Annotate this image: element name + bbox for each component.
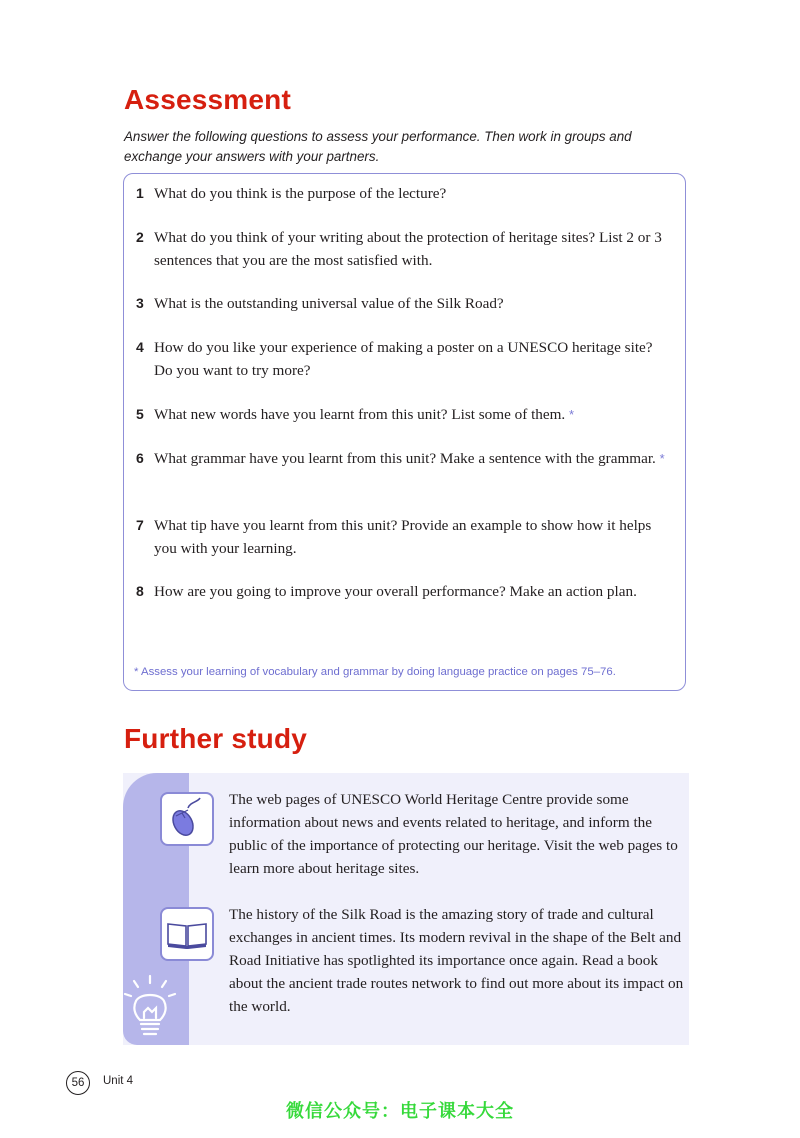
asterisk-mark: * [569, 407, 575, 422]
question-number: 4 [136, 339, 144, 355]
watermark-text: 微信公众号：电子课本大全 [286, 1101, 514, 1122]
question-item [136, 447, 672, 470]
question-item [136, 226, 672, 272]
question-item [136, 403, 672, 426]
further-study-heading: Further study [124, 723, 308, 754]
asterisk-mark: * [659, 451, 665, 466]
assessment-heading: Assessment [124, 84, 291, 115]
computer-mouse-icon [160, 792, 214, 846]
question-text: What do you think is the purpose of the lecture? [154, 185, 447, 202]
further-study-paragraph: The history of the Silk Road is the amazing story of trade and cultural exchanges in ancient times. Its modern revival in the shape of the Belt and Road Initiative has spotlighted its importance once again. Read a book about the ancient trade routes network to find out more about its impact on the world. [229, 906, 684, 1015]
question-number: 7 [136, 517, 144, 533]
question-item [136, 336, 672, 382]
question-text: What do you think of your writing about the protection of heritage sites? List 2 or 3 sentences that you are the most satisfied with. [154, 229, 662, 269]
question-number: 6 [136, 450, 144, 466]
question-number: 1 [136, 185, 144, 201]
question-text: What new words have you learnt from this unit? List some of them. * [154, 406, 575, 423]
assessment-intro: Answer the following questions to assess your performance. Then work in groups and exchange your answers with your partners. [124, 129, 632, 164]
question-number: 8 [136, 583, 144, 599]
question-text: What grammar have you learnt from this unit? Make a sentence with the grammar. * [154, 450, 665, 467]
further-study-paragraph: The web pages of UNESCO World Heritage Centre provide some information about news and events related to heritage, and inform the public of the importance of protecting our heritage. Visit the web pages to learn more about heritage sites. [229, 791, 678, 877]
page-number: 56 [66, 1071, 90, 1095]
question-text: What is the outstanding universal value of the Silk Road? [154, 295, 504, 312]
unit-label: Unit 4 [103, 1075, 134, 1087]
question-item [136, 292, 672, 315]
question-text: How do you like your experience of making a poster on a UNESCO heritage site? Do you want to try more? [154, 339, 653, 379]
question-number: 3 [136, 295, 144, 311]
question-item [136, 182, 672, 205]
question-item [136, 514, 672, 560]
lightbulb-icon [120, 972, 180, 1042]
question-item [136, 580, 672, 603]
assessment-footnote: * Assess your learning of vocabulary and grammar by doing language practice on pages 75–76. [134, 666, 616, 678]
questions-box [123, 173, 686, 691]
question-text: How are you going to improve your overall performance? Make an action plan. [154, 583, 637, 600]
open-book-icon [160, 907, 214, 961]
question-text: What tip have you learnt from this unit? Provide an example to show how it helps you with your learning. [154, 517, 652, 557]
question-number: 5 [136, 406, 144, 422]
question-number: 2 [136, 229, 144, 245]
